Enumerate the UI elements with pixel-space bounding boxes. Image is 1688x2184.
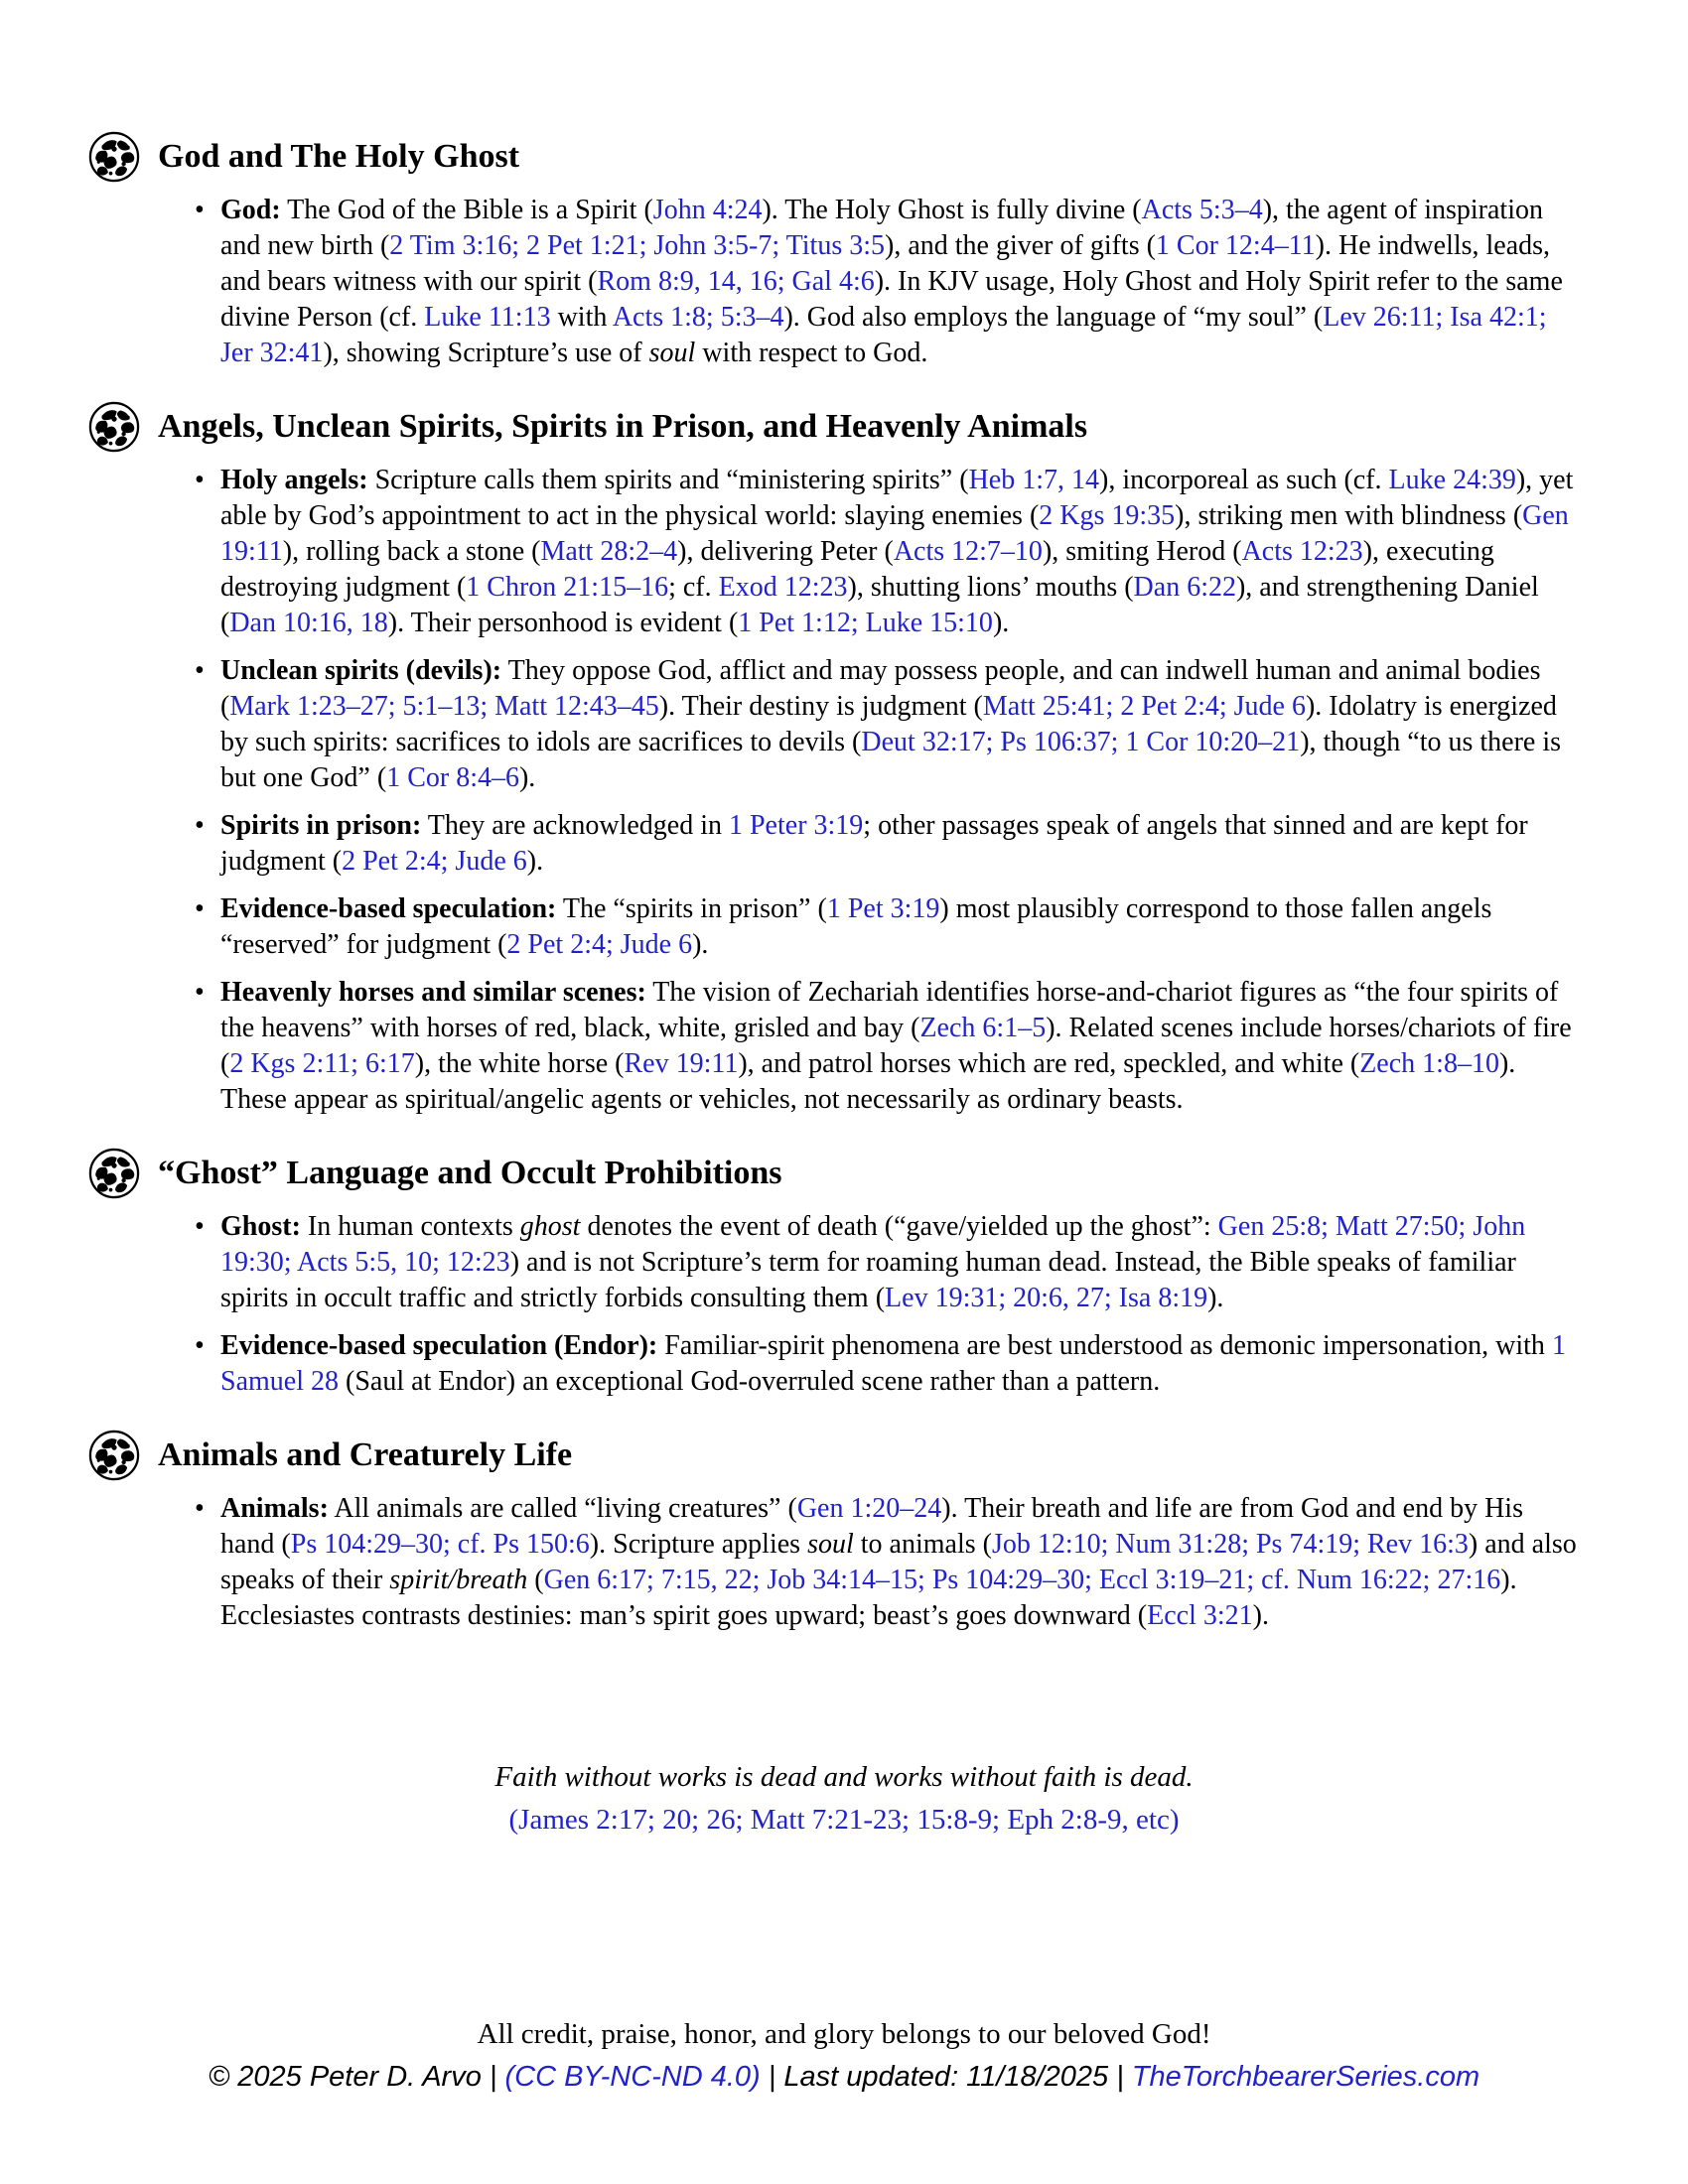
text-run: ). Their destiny is judgment ( <box>658 691 983 722</box>
text-run: Animals: <box>220 1493 329 1524</box>
bullet-item <box>164 1209 1580 1316</box>
text-run: In human contexts <box>300 1211 520 1242</box>
closing-quote <box>0 1759 1688 1838</box>
scripture-link[interactable]: Acts 5:3–4 <box>1141 195 1263 225</box>
text-run: ghost <box>519 1211 581 1242</box>
section-god-and-holy-ghost <box>158 129 1580 371</box>
scripture-link[interactable]: Heb 1:7, 14 <box>968 465 1099 495</box>
text-run: soul <box>807 1529 854 1560</box>
text-run: ), though “to us there is but one God” ( <box>220 727 1562 793</box>
document-content <box>158 129 1580 1634</box>
quote-references[interactable]: (James 2:17; 20; 26; Matt 7:21-23; 15:8-9; Eph 2:8-9, etc) <box>508 1804 1180 1836</box>
text-run: ), rolling back a stone ( <box>282 536 541 567</box>
bullet-item <box>164 975 1580 1118</box>
section-title: “Ghost” Language and Occult Prohibitions <box>158 1155 782 1191</box>
text-run: Spirits in prison: <box>220 810 422 841</box>
scripture-link[interactable]: Luke 24:39 <box>1388 465 1516 495</box>
quote-text: Faith without works is dead and works without faith is dead. <box>494 1761 1194 1793</box>
text-run: spirit/breath <box>389 1565 528 1595</box>
section-animals <box>158 1428 1580 1634</box>
scripture-link[interactable]: 2 Tim 3:16; 2 Pet 1:21; John 3:5-7; Titus 3:5 <box>389 230 885 261</box>
scripture-link[interactable]: 1 Cor 8:4–6 <box>386 762 519 793</box>
scripture-link[interactable]: 1 Peter 3:19 <box>728 810 864 841</box>
text-run: The God of the Bible is a Spirit ( <box>280 195 653 225</box>
text-run: to animals ( <box>853 1529 992 1560</box>
section-heading <box>86 1146 1580 1201</box>
text-run: ), striking men with blindness ( <box>1175 500 1523 531</box>
text-run: ; cf. <box>668 572 719 603</box>
scripture-link[interactable]: 1 Samuel 28 <box>220 1330 1566 1397</box>
bullet-list <box>164 1491 1580 1634</box>
ornament-ball-icon <box>86 129 142 185</box>
ornament-ball-icon <box>86 1428 142 1483</box>
scripture-link[interactable]: Rev 19:11 <box>624 1048 739 1079</box>
scripture-link[interactable]: Gen 1:20–24 <box>796 1493 942 1524</box>
bullet-list <box>164 193 1580 371</box>
bullet-item <box>164 193 1580 371</box>
text-run: ; other passages speak of angels that sinned and are kept for judgment ( <box>220 810 1528 877</box>
scripture-link[interactable]: Acts 12:23 <box>1241 536 1363 567</box>
section-heading <box>86 399 1580 455</box>
section-angels-spirits <box>158 399 1580 1118</box>
scripture-link[interactable]: Dan 10:16, 18 <box>229 608 388 638</box>
text-run: ), the agent of inspiration and new birth ( <box>220 195 1543 261</box>
section-ghost-language <box>158 1146 1580 1400</box>
ornament-ball-icon <box>86 1146 142 1201</box>
scripture-link[interactable]: 1 Chron 21:15–16 <box>466 572 669 603</box>
bullet-item <box>164 653 1580 796</box>
text-run: ). God also employs the language of “my soul” ( <box>783 302 1324 333</box>
text-run: ), delivering Peter ( <box>677 536 894 567</box>
scripture-link[interactable]: Acts 1:8; 5:3–4 <box>612 302 784 333</box>
text-run: ), shutting lions’ mouths ( <box>847 572 1134 603</box>
scripture-link[interactable]: Gen 19:11 <box>220 500 1569 567</box>
text-run: ). Related scenes include horses/chariots of fire ( <box>220 1013 1572 1079</box>
text-run: ) and is not Scripture’s term for roaming human dead. Instead, the Bible speaks of familiar spirits in occult traffic and strictly forbids consulting them ( <box>220 1247 1516 1313</box>
text-run: ), incorporeal as such (cf. <box>1099 465 1389 495</box>
bullet-item <box>164 891 1580 963</box>
text-run: | Last updated: 11/18/2025 | <box>760 2061 1132 2093</box>
scripture-link[interactable]: Job 12:10; Num 31:28; Ps 74:19; Rev 16:3 <box>991 1529 1469 1560</box>
text-run: Holy angels: <box>220 465 368 495</box>
text-run: ). <box>518 762 536 793</box>
text-run: They are acknowledged in <box>421 810 729 841</box>
text-run: Evidence-based speculation (Endor): <box>220 1330 658 1361</box>
text-run: ), showing Scripture’s use of <box>323 338 649 368</box>
scripture-link[interactable]: Gen 25:8; Matt 27:50; John 19:30; Acts 5:5, 10; 12:23 <box>220 1211 1526 1278</box>
text-run: ), and the giver of gifts ( <box>885 230 1156 261</box>
text-run: denotes the event of death (“gave/yielded up the ghost”: <box>580 1211 1218 1242</box>
text-run: God: <box>220 195 281 225</box>
scripture-link[interactable]: 2 Kgs 2:11; 6:17 <box>229 1048 415 1079</box>
text-run: They oppose God, afflict and may possess people, and can indwell human and animal bodies ( <box>220 655 1541 722</box>
scripture-link[interactable]: Eccl 3:21 <box>1147 1600 1253 1631</box>
section-heading <box>86 129 1580 185</box>
bullet-item <box>164 463 1580 641</box>
text-run: Scripture calls them spirits and “ministering spirits” ( <box>367 465 969 495</box>
scripture-link[interactable]: Mark 1:23–27; 5:1–13; Matt 12:43–45 <box>229 691 659 722</box>
scripture-link[interactable]: Dan 6:22 <box>1133 572 1236 603</box>
scripture-link[interactable]: Zech 6:1–5 <box>919 1013 1047 1043</box>
bullet-item <box>164 1491 1580 1634</box>
scripture-link[interactable]: 1 Cor 12:4–11 <box>1155 230 1316 261</box>
text-run: ), the white horse ( <box>414 1048 625 1079</box>
text-run: Ghost: <box>220 1211 301 1242</box>
scripture-link[interactable]: John 4:24 <box>652 195 763 225</box>
section-title: Animals and Creaturely Life <box>158 1436 573 1473</box>
text-run: ). Ecclesiastes contrasts destinies: man’s spirit goes upward; beast’s goes downward ( <box>220 1565 1517 1631</box>
text-run: ), and strengthening Daniel ( <box>220 572 1539 638</box>
text-run: ( <box>527 1565 544 1595</box>
text-run: Unclean spirits (devils): <box>220 655 502 686</box>
text-run: ) and also speaks of their <box>220 1529 1577 1595</box>
text-run: ). Their breath and life are from God and end by His hand ( <box>220 1493 1523 1560</box>
text-run: ), smiting Herod ( <box>1042 536 1242 567</box>
text-run: ). Idolatry is energized by such spirits: sacrifices to idols are sacrifices to devils ( <box>220 691 1557 757</box>
text-run: ), and patrol horses which are red, speckled, and white ( <box>738 1048 1360 1079</box>
scripture-link[interactable]: (CC BY-NC-ND 4.0) <box>504 2061 761 2093</box>
footer-dedication: All credit, praise, honor, and glory belongs to our beloved God! <box>477 2018 1211 2050</box>
scripture-link[interactable]: Deut 32:17; Ps 106:37; 1 Cor 10:20–21 <box>861 727 1301 757</box>
text-run: ). <box>1252 1600 1269 1631</box>
section-heading <box>86 1428 1580 1483</box>
text-run: ). <box>692 929 709 960</box>
scripture-link[interactable]: Lev 26:11; Isa 42:1; Jer 32:41 <box>220 302 1547 368</box>
bullet-item <box>164 1328 1580 1400</box>
scripture-link[interactable]: Rom 8:9, 14, 16; Gal 4:6 <box>597 266 875 297</box>
scripture-link[interactable]: Matt 28:2–4 <box>540 536 678 567</box>
scripture-link[interactable]: 2 Pet 2:4; Jude 6 <box>506 929 693 960</box>
scripture-link[interactable]: Lev 19:31; 20:6, 27; Isa 8:19 <box>885 1283 1208 1313</box>
text-run: ). The Holy Ghost is fully divine ( <box>762 195 1142 225</box>
text-run: ). <box>992 608 1010 638</box>
text-run: with <box>550 302 613 333</box>
text-run: ). <box>526 846 544 877</box>
scripture-link[interactable]: Zech 1:8–10 <box>1359 1048 1499 1079</box>
text-run: ). Their personhood is evident ( <box>387 608 739 638</box>
text-run: ) most plausibly correspond to those fallen angels “reserved” for judgment ( <box>220 893 1492 960</box>
scripture-link[interactable]: Gen 6:17; 7:15, 22; Job 34:14–15; Ps 104:29–30; Eccl 3:19–21; cf. Num 16:22; 27:16 <box>543 1565 1501 1595</box>
scripture-link[interactable]: 1 Pet 3:19 <box>826 893 940 924</box>
text-run: © 2025 Peter D. Arvo | <box>208 2061 505 2093</box>
text-run: All animals are called “living creatures” ( <box>328 1493 797 1524</box>
scripture-link[interactable]: Matt 25:41; 2 Pet 2:4; Jude 6 <box>982 691 1306 722</box>
text-run: ). Scripture applies <box>589 1529 808 1560</box>
scripture-link[interactable]: 1 Pet 1:12; Luke 15:10 <box>738 608 993 638</box>
scripture-link[interactable]: Exod 12:23 <box>718 572 848 603</box>
ornament-ball-icon <box>86 399 142 455</box>
scripture-link[interactable]: 2 Kgs 19:35 <box>1039 500 1176 531</box>
text-run: The “spirits in prison” ( <box>556 893 827 924</box>
text-run: (Saul at Endor) an exceptional God-overruled scene rather than a pattern. <box>339 1366 1161 1397</box>
scripture-link[interactable]: TheTorchbearerSeries.com <box>1131 2061 1480 2093</box>
text-run: The vision of Zechariah identifies horse-and-chariot figures as “the four spirits of the heavens” with horses of red, black, white, grisled and bay ( <box>220 977 1559 1043</box>
text-run: ). He indwells, leads, and bears witness with our spirit ( <box>220 230 1551 297</box>
text-run: Heavenly horses and similar scenes: <box>220 977 646 1008</box>
text-run: soul <box>648 338 696 368</box>
text-run: Familiar-spirit phenomena are best understood as demonic impersonation, with <box>657 1330 1552 1361</box>
text-run: ), executing destroying judgment ( <box>220 536 1494 603</box>
bullet-list <box>164 1209 1580 1400</box>
scripture-link[interactable]: 2 Pet 2:4; Jude 6 <box>342 846 527 877</box>
bullet-item <box>164 808 1580 880</box>
scripture-link[interactable]: Luke 11:13 <box>424 302 551 333</box>
text-run: ). In KJV usage, Holy Ghost and Holy Spirit refer to the same divine Person (cf. <box>220 266 1563 333</box>
text-run: ). These appear as spiritual/angelic agents or vehicles, not necessarily as ordinary beasts. <box>220 1048 1516 1115</box>
page-footer <box>0 2017 1688 2094</box>
text-run: ), yet able by God’s appointment to act in the physical world: slaying enemies ( <box>220 465 1574 531</box>
text-run: Evidence-based speculation: <box>220 893 557 924</box>
section-title: Angels, Unclean Spirits, Spirits in Prison, and Heavenly Animals <box>158 408 1088 445</box>
scripture-link[interactable]: Acts 12:7–10 <box>893 536 1043 567</box>
scripture-link[interactable]: Ps 104:29–30; cf. Ps 150:6 <box>290 1529 590 1560</box>
text-run: ). <box>1207 1283 1224 1313</box>
text-run: with respect to God. <box>695 338 928 368</box>
footer-copyright <box>0 2060 1688 2094</box>
section-title: God and The Holy Ghost <box>158 138 520 175</box>
bullet-list <box>164 463 1580 1118</box>
